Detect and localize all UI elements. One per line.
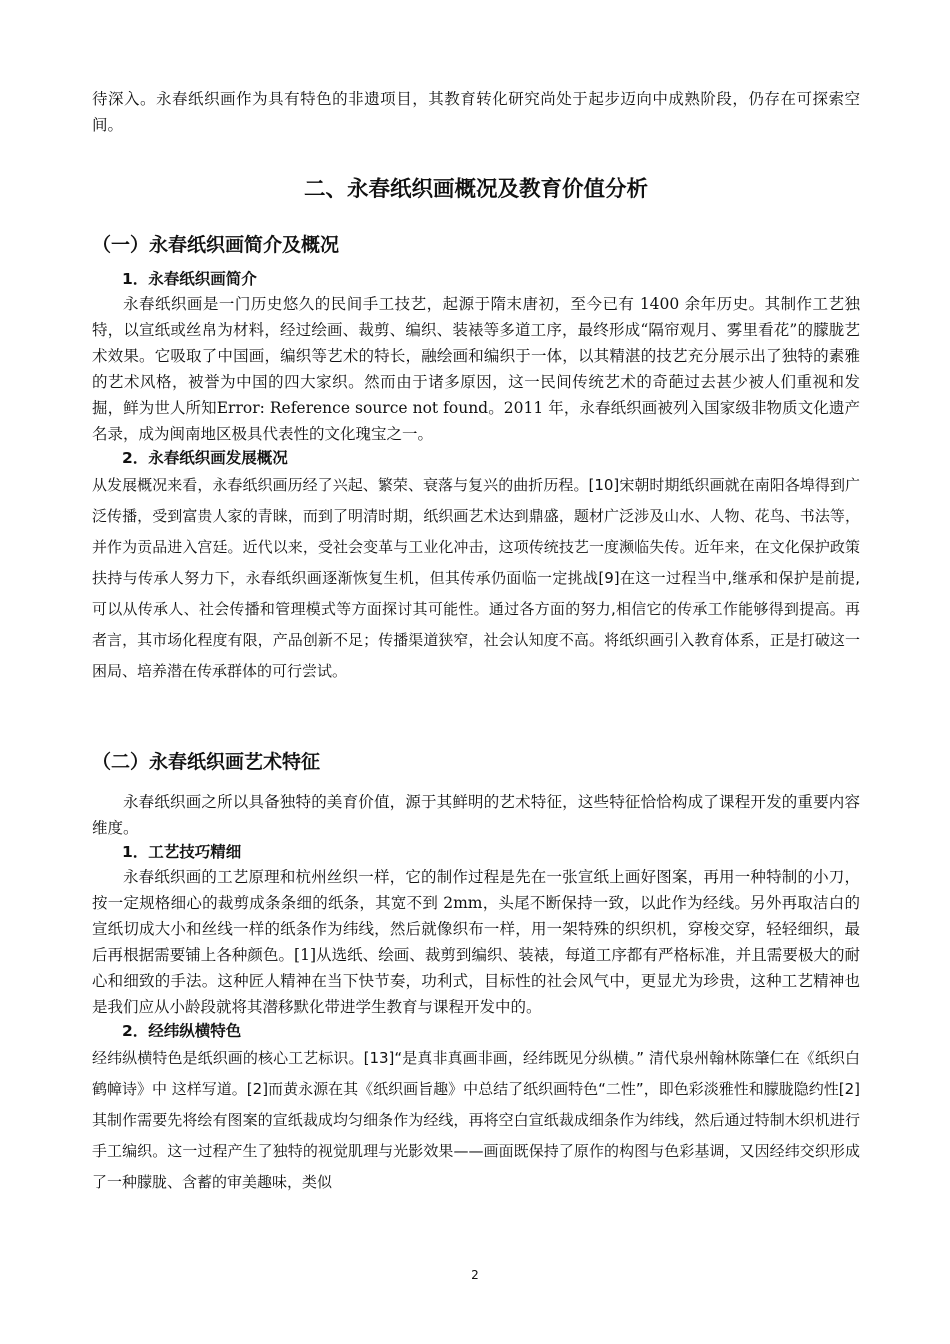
subsection2-1-title: 1．工艺技巧精细 [122, 843, 242, 861]
subsection1-title: （一）永春纸织画简介及概况 [92, 234, 340, 256]
subsection1-1-title: 1．永春纸织画简介 [122, 270, 257, 288]
intro-tail-paragraph: 待深入。永春纸织画作为具有特色的非遗项目，其教育转化研究尚处于起步迈向中成熟阶段，仍存在可探索空间。 [92, 90, 860, 134]
subsection1-2-paragraph: 从发展概况来看，永春纸织画历经了兴起、繁荣、衰落与复兴的曲折历程。[10]宋朝时期纸织画就在南阳各埠得到广泛传播，受到富贵人家的青睐，而到了明清时期，纸织画艺术达到鼎盛，题材广泛涉及山水、人物、花鸟、书法等，并作为贡品进入宫廷。近代以来，受社会变革与工业化冲击，这项传统技艺一度濒临失传。近年来，在文化保护政策扶持与传承人努力下，永春纸织画逐渐恢复生机，但其传承仍面临一定挑战[9]在这一过程当中,继承和保护是前提, 可以从传承人、社会传播和管理模式等方面探讨其可能性。通过各方面的努力,相信它的传承工作能够得到提高。再者言，其市场化程度有限，产品创新不足；传播渠道狭窄，社会认知度不高。将纸织画引入教育体系，正是打破这一困局、培养潜在传承群体的可行尝试。 [92, 476, 860, 680]
section2-title: 二、永春纸织画概况及教育价值分析 [303, 177, 648, 202]
subsection2-2-title: 2．经纬纵横特色 [122, 1022, 242, 1040]
subsection2-2-paragraph: 经纬纵横特色是纸织画的核心工艺标识。[13]“是真非真画非画，经纬既见分纵横。” 清代泉州翰林陈肇仁在《纸织白鹤幛诗》中 这样写道。[2]而黄永源在其《纸织画旨趣》中总结了纸织画特色“二性”，即色彩淡雅性和朦胧隐约性[2]其制作需要先将绘有图案的宣纸裁成均匀细条作为经线，再将空白宣纸裁成细条作为纬线，然后通过特制木织机进行手工编织。这一过程产生了独特的视觉肌理与光影效果——画面既保持了原作的构图与色彩基调，又因经纬交织形成了一种朦胧、含蓄的审美趣味，类似 [92, 1049, 860, 1191]
subsection1-1-paragraph: 永春纸织画是一门历史悠久的民间手工技艺，起源于隋末唐初，至今已有 1400 余年历史。其制作工艺独特，以宣纸或丝帛为材料，经过绘画、裁剪、编织、装裱等多道工序，最终形成“隔帘观月、雾里看花”的朦胧艺术效果。它吸取了中国画，编织等艺术的特长，融绘画和编织于一体，以其精湛的技艺充分展示出了独特的素雅的艺术风格，被誉为中国的四大家织。然而由于诸多原因，这一民间传统艺术的奇葩过去甚少被人们重视和发掘，鲜为世人所知Error: Reference source not found。2011 年，永春纸织画被列入国家级非物质文化遗产名录，成为闽南地区极具代表性的文化瑰宝之一。 [92, 295, 860, 443]
subsection2-1-paragraph: 永春纸织画的工艺原理和杭州丝织一样，它的制作过程是先在一张宣纸上画好图案，再用一种特制的小刀，按一定规格细心的裁剪成条条细的纸条，其宽不到 2mm，头尾不断保持一致，以此作为经线。另外再取洁白的宣纸切成大小和丝线一样的纸条作为纬线，然后就像织布一样，用一架特殊的织织机，穿梭交穿，轻轻细织，最后再根据需要铺上各种颜色。[1]从选纸、绘画、裁剪到编织、装裱，每道工序都有严格标准，并且需要极大的耐心和细致的手法。这种匠人精神在当下快节奏，功利式，目标性的社会风气中，更显尤为珍贵，这种工艺精神也是我们应从小龄段就将其潜移默化带进学生教育与课程开发中的。 [92, 868, 860, 1016]
subsection1-2-title: 2．永春纸织画发展概况 [122, 449, 288, 467]
page-content [92, 86, 860, 1198]
page-number: 2 [471, 1268, 479, 1282]
subsection2-intro-paragraph: 永春纸织画之所以具备独特的美育价值，源于其鲜明的艺术特征，这些特征恰恰构成了课程开发的重要内容维度。 [92, 793, 860, 837]
subsection2-title: （二）永春纸织画艺术特征 [92, 751, 321, 773]
